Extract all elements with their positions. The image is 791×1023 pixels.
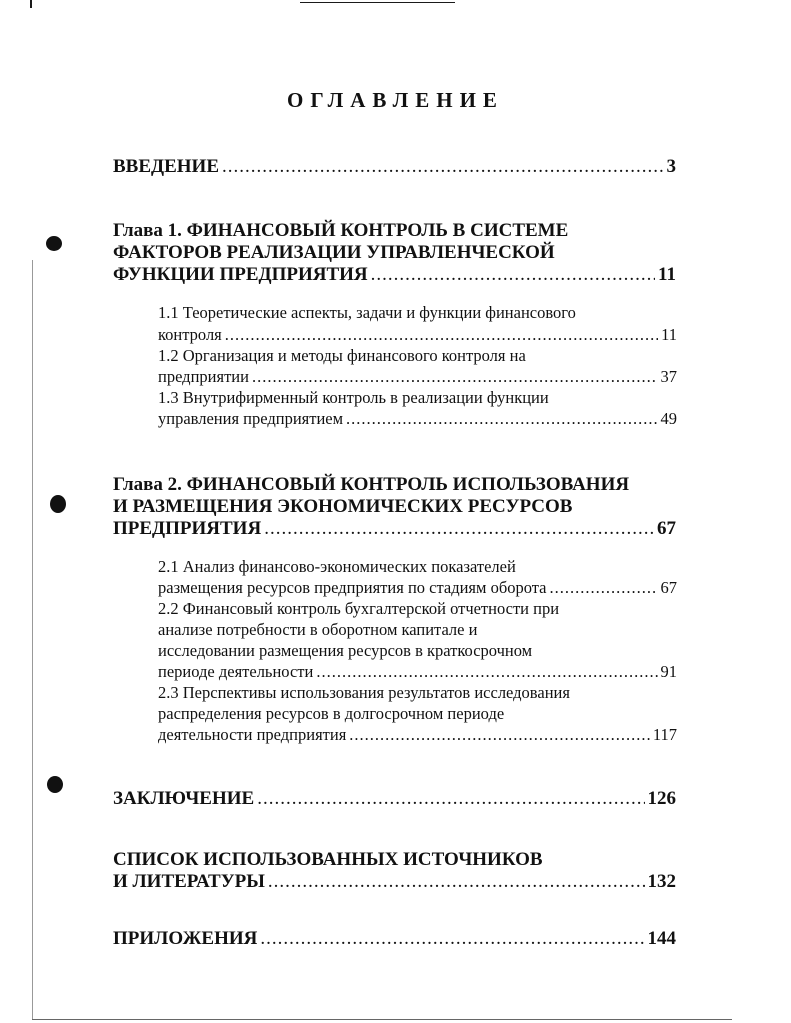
toc-entry-page: 144 xyxy=(647,928,676,949)
toc-entry-label: ЗАКЛЮЧЕНИЕ xyxy=(113,788,255,809)
dot-leader xyxy=(225,327,658,344)
dot-leader xyxy=(346,411,657,428)
toc-section-1-2-line-1: 1.2 Организация и методы финансового контроля на xyxy=(158,346,526,365)
toc-section-2-3-line-2: распределения ресурсов в долгосрочном периоде xyxy=(158,704,505,723)
toc-entry-appendices xyxy=(113,929,676,948)
toc-entry-chapter-2 xyxy=(113,519,676,538)
toc-entry-label: И ЛИТЕРАТУРЫ xyxy=(113,871,265,892)
punch-hole-mark xyxy=(50,495,66,513)
toc-entry-sources xyxy=(113,872,676,891)
toc-entry-page: 49 xyxy=(660,409,677,428)
dot-leader xyxy=(222,157,664,176)
dot-leader xyxy=(257,789,644,808)
toc-entry-page: 3 xyxy=(666,156,676,177)
toc-chapter-2-line-2: И РАЗМЕЩЕНИЯ ЭКОНОМИЧЕСКИХ РЕСУРСОВ xyxy=(113,496,573,517)
toc-entry-label: деятельности предприятия xyxy=(158,725,347,744)
toc-entry-conclusion xyxy=(113,789,676,808)
toc-entry-section-2-3 xyxy=(158,727,677,744)
toc-section-2-2-line-2: анализе потребности в оборотном капитале и xyxy=(158,620,478,639)
scan-edge-top-left xyxy=(30,0,32,8)
toc-sources-line-1: СПИСОК ИСПОЛЬЗОВАННЫХ ИСТОЧНИКОВ xyxy=(113,849,543,870)
toc-entry-page: 126 xyxy=(647,788,676,809)
toc-entry-page: 117 xyxy=(652,725,677,744)
toc-section-1-3-line-1: 1.3 Внутрифирменный контроль в реализации функции xyxy=(158,388,549,407)
toc-section-1-1-line-1: 1.1 Теоретические аспекты, задачи и функции финансового xyxy=(158,303,576,322)
toc-entry-label: периоде деятельности xyxy=(158,662,314,681)
dot-leader xyxy=(260,929,644,948)
dot-leader xyxy=(268,872,645,891)
toc-entry-label: предприятии xyxy=(158,367,249,386)
toc-entry-label: ФУНКЦИИ ПРЕДПРИЯТИЯ xyxy=(113,264,368,285)
toc-section-2-3-line-1: 2.3 Перспективы использования результатов исследования xyxy=(158,683,570,702)
punch-hole-mark xyxy=(46,236,62,251)
dot-leader xyxy=(550,580,658,597)
toc-entry-page: 91 xyxy=(660,662,677,681)
toc-entry-introduction xyxy=(113,157,676,176)
dot-leader xyxy=(371,265,655,284)
toc-chapter-1-line-1: Глава 1. ФИНАНСОВЫЙ КОНТРОЛЬ В СИСТЕМЕ xyxy=(113,220,569,241)
dot-leader xyxy=(252,369,658,386)
dot-leader xyxy=(349,727,650,744)
toc-entry-page: 67 xyxy=(657,518,676,539)
toc-entry-section-1-3 xyxy=(158,411,677,428)
punch-hole-mark xyxy=(47,776,63,793)
toc-section-2-2-line-3: исследовании размещения ресурсов в краткосрочном xyxy=(158,641,533,660)
toc-entry-section-2-1 xyxy=(158,580,677,597)
toc-chapter-2-line-1: Глава 2. ФИНАНСОВЫЙ КОНТРОЛЬ ИСПОЛЬЗОВАНИЯ xyxy=(113,474,630,495)
toc-entry-label: контроля xyxy=(158,325,222,344)
toc-entry-label: ПРЕДПРИЯТИЯ xyxy=(113,518,262,539)
toc-entry-label: управления предприятием xyxy=(158,409,344,428)
toc-entry-section-1-1 xyxy=(158,327,677,344)
scan-edge-left-line xyxy=(32,260,33,1020)
toc-entry-label: размещения ресурсов предприятия по стадиям оборота xyxy=(158,578,547,597)
toc-entry-page: 37 xyxy=(660,367,677,386)
toc-entry-label: ПРИЛОЖЕНИЯ xyxy=(113,928,258,949)
toc-entry-page: 67 xyxy=(660,578,677,597)
dot-leader xyxy=(316,664,657,681)
toc-section-2-1-line-1: 2.1 Анализ финансово-экономических показателей xyxy=(158,557,516,576)
toc-entry-page: 11 xyxy=(661,325,677,344)
toc-section-2-2-line-1: 2.2 Финансовый контроль бухгалтерской отчетности при xyxy=(158,599,560,618)
toc-entry-label: ВВЕДЕНИЕ xyxy=(113,156,219,177)
page-title: ОГЛАВЛЕНИЕ xyxy=(287,88,504,112)
scan-edge-top-line xyxy=(300,2,455,3)
scan-edge-bottom-line xyxy=(32,1019,732,1020)
toc-chapter-1-line-2: ФАКТОРОВ РЕАЛИЗАЦИИ УПРАВЛЕНЧЕСКОЙ xyxy=(113,242,555,263)
toc-entry-page: 132 xyxy=(647,871,676,892)
dot-leader xyxy=(264,519,654,538)
toc-entry-section-2-2 xyxy=(158,664,677,681)
toc-entry-chapter-1 xyxy=(113,265,676,284)
toc-entry-page: 11 xyxy=(658,264,676,285)
toc-entry-section-1-2 xyxy=(158,369,677,386)
